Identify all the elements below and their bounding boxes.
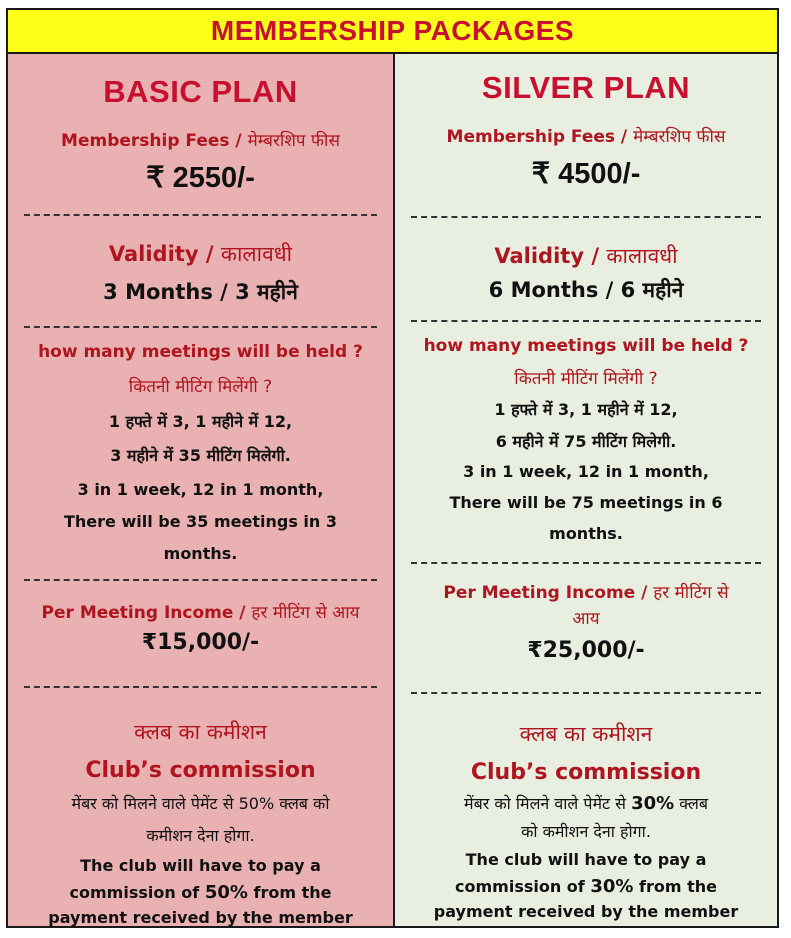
silver-commission-en-3: payment received by the member (433, 902, 739, 921)
silver-meetings-en-3: months. (549, 524, 623, 543)
silver-meetings-question-hi: कितनी मीटिंग मिलेंगी ? (514, 369, 658, 389)
basic-meetings-en-3: months. (163, 544, 238, 563)
silver-price: ₹ 4500/- (531, 158, 641, 190)
basic-commission-en-3: payment received by the member (48, 908, 353, 927)
basic-price: ₹ 2550/- (146, 162, 255, 194)
basic-commission-hi-1: मेंबर को मिलने वाले पेमेंट से 50% क्लब को (71, 794, 330, 813)
basic-validity-label: Validity / कालावधी (108, 242, 293, 266)
packages-header (8, 10, 777, 54)
basic-income-value: ₹15,000/- (141, 630, 260, 655)
divider (24, 214, 377, 216)
packages-card (6, 8, 779, 928)
silver-meetings-en-1: 3 in 1 week, 12 in 1 month, (463, 462, 709, 481)
basic-meetings-hi-1: 1 हफ्ते में 3, 1 महीने में 12, (108, 412, 293, 431)
silver-club-commission-en: Club’s commission (470, 760, 702, 785)
silver-validity-label: Validity / कालावधी (494, 244, 678, 268)
divider (411, 562, 761, 564)
silver-plan-column (395, 54, 777, 926)
divider (24, 579, 377, 581)
silver-meetings-question-en: how many meetings will be held ? (423, 336, 749, 356)
silver-income-value: ₹25,000/- (527, 638, 645, 663)
basic-commission-en-2: commission of 50% from the (69, 882, 332, 903)
silver-income-label: Per Meeting Income / हर मीटिंग से (443, 583, 729, 603)
basic-meetings-en-2: There will be 35 meetings in 3 (63, 512, 337, 531)
silver-commission-en-1: The club will have to pay a (465, 850, 707, 869)
divider (411, 692, 761, 694)
basic-commission-en-1: The club will have to pay a (80, 856, 321, 875)
basic-meetings-question-en: how many meetings will be held ? (38, 342, 363, 362)
silver-validity-value: 6 Months / 6 महीने (488, 278, 684, 302)
silver-commission-en-2: commission of 30% from the (455, 876, 717, 897)
silver-club-commission-hi: क्लब का कमीशन (519, 722, 653, 746)
divider (411, 216, 761, 218)
silver-income-label-wrap: आय (572, 609, 600, 629)
silver-meetings-hi-2: 6 महीने में 75 मीटिंग मिलेगी. (495, 432, 677, 451)
basic-validity-value: 3 Months / 3 महीने (103, 280, 298, 304)
divider (24, 686, 377, 688)
basic-meetings-hi-2: 3 महीने में 35 मीटिंग मिलेगी. (110, 446, 291, 465)
silver-meetings-hi-1: 1 हफ्ते में 3, 1 महीने में 12, (494, 400, 678, 419)
basic-fees-label: Membership Fees / मेम्बरशिप फीस (61, 131, 340, 151)
silver-meetings-en-2: There will be 75 meetings in 6 (449, 493, 723, 512)
basic-plan-title: BASIC PLAN (103, 74, 298, 109)
basic-club-commission-hi: क्लब का कमीशन (134, 720, 267, 744)
basic-meetings-en-1: 3 in 1 week, 12 in 1 month, (77, 480, 324, 499)
divider (24, 326, 377, 328)
basic-income-label: Per Meeting Income / हर मीटिंग से आय (41, 603, 360, 623)
basic-meetings-question-hi: कितनी मीटिंग मिलेंगी ? (128, 377, 273, 397)
basic-commission-hi-2: कमीशन देना होगा. (146, 826, 255, 845)
silver-commission-hi-1: मेंबर को मिलने वाले पेमेंट से 30% क्लब (464, 793, 708, 814)
basic-plan-column (8, 54, 395, 926)
silver-plan-title: SILVER PLAN (481, 70, 691, 105)
divider (411, 320, 761, 322)
silver-fees-label: Membership Fees / मेम्बरशिप फीस (446, 127, 726, 147)
basic-club-commission-en: Club’s commission (85, 758, 316, 783)
packages-title: MEMBERSHIP PACKAGES (210, 15, 575, 46)
silver-commission-hi-2: को कमीशन देना होगा. (521, 822, 651, 841)
